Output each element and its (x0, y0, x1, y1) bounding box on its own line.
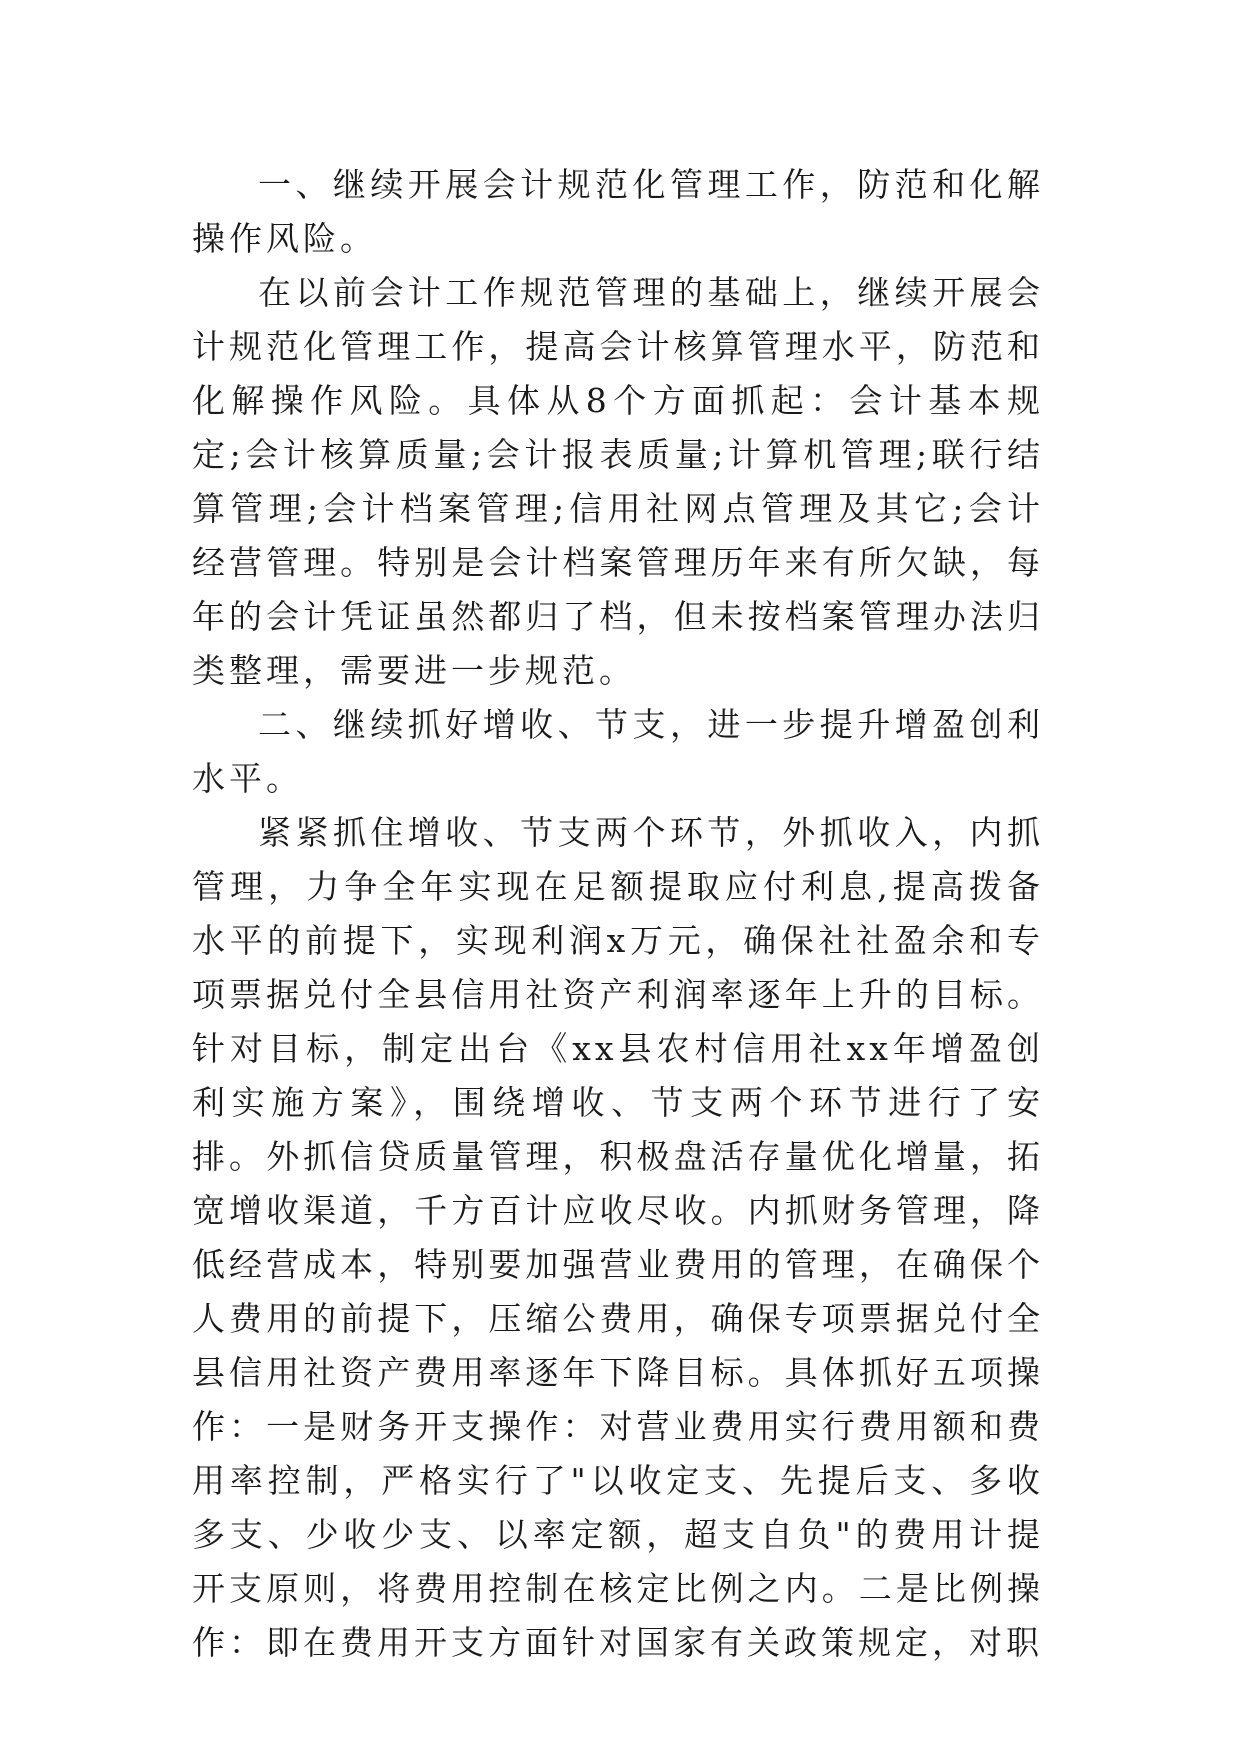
heading-one: 一、继续开展会计规范化管理工作，防范和化解操作风险。 (192, 165, 1044, 258)
document-body (192, 158, 1044, 1670)
heading-two: 二、继续抓好增收、节支，进一步提升增盈创利水平。 (192, 705, 1044, 798)
paragraph-two: 紧紧抓住增收、节支两个环节，外抓收入，内抓管理，力争全年实现在足额提取应付利息,提高拨备水平的前提下，实现利润x万元，确保社社盈余和专项票据兑付全县信用社资产利润率逐年上升的目标。针对目标，制定出台《xx县农村信用社xx年增盈创利实施方案》，围绕增收、节支两个环节进行了安排。外抓信贷质量管理，积极盘活存量优化增量，拓宽增收渠道，千方百计应收尽收。内抓财务管理，降低经营成本，特别要加强营业费用的管理，在确保个人费用的前提下，压缩公费用，确保专项票据兑付全县信用社资产费用率逐年下降目标。具体抓好五项操作：一是财务开支操作：对营业费用实行费用额和费用率控制，严格实行了"以收定支、先提后支、多收多支、少收少支、以率定额，超支自负"的费用计提开支原则，将费用控制在核定比例之内。二是比例操作：即在费用开支方面针对国家有关政策规定，对职 (192, 813, 1044, 1662)
paragraph-one: 在以前会计工作规范管理的基础上，继续开展会计规范化管理工作，提高会计核算管理水平，防范和化解操作风险。具体从8个方面抓起：会计基本规定;会计核算质量;会计报表质量;计算机管理;联行结算管理;会计档案管理;信用社网点管理及其它;会计经营管理。特别是会计档案管理历年来有所欠缺，每年的会计凭证虽然都归了档，但未按档案管理办法归类整理，需要进一步规范。 (192, 273, 1044, 690)
